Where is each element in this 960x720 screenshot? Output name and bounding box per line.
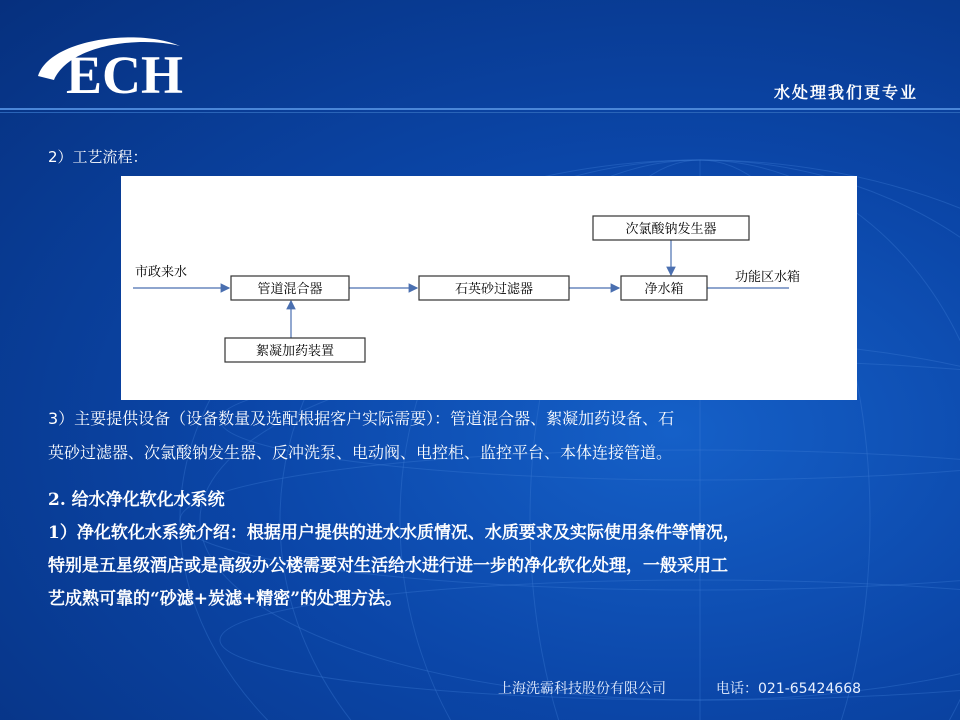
softening-title: 2. 给水净化软化水系统 — [48, 490, 225, 510]
equipment-line-2: 英砂过滤器、次氯酸钠发生器、反冲洗泵、电动阀、电控柜、监控平台、本体连接管道。 — [48, 443, 673, 462]
softening-section — [48, 484, 918, 616]
process-flow-diagram — [121, 176, 857, 400]
header-divider — [0, 108, 960, 110]
softening-line-1: 1）净化软化水系统介绍：根据用户提供的进水水质情况、水质要求及实际使用条件等情况， — [48, 523, 740, 543]
box-label-clean-tank: 净水箱 — [644, 282, 684, 297]
box-label-hypochlorite: 次氯酸钠发生器 — [625, 222, 717, 237]
label-municipal-water: 市政来水 — [135, 265, 188, 280]
softening-line-2: 特别是五星级酒店或是高级办公楼需要对生活给水进行进一步的净化软化处理，一般采用工 — [48, 556, 728, 576]
equipment-paragraph — [48, 406, 918, 466]
softening-line-3: 艺成熟可靠的“砂滤+炭滤+精密”的处理方法。 — [48, 589, 403, 609]
label-function-tank: 功能区水箱 — [735, 270, 801, 285]
footer-phone: 电话：021-65424668 — [716, 681, 862, 697]
footer-company: 上海洗霸科技股份有限公司 — [498, 681, 666, 697]
box-label-sand-filter: 石英砂过滤器 — [454, 282, 534, 297]
header-divider-thin — [0, 112, 960, 113]
ech-logo-text: ECH — [66, 45, 184, 105]
equipment-line-1: 3）主要提供设备（设备数量及选配根据客户实际需要）：管道混合器、絮凝加药设备、石 — [48, 409, 675, 428]
slogan: 水处理我们更专业 — [773, 83, 918, 102]
box-label-pipe-mixer: 管道混合器 — [257, 282, 323, 297]
process-heading: 2）工艺流程： — [48, 148, 148, 166]
box-label-dosing: 絮凝加药装置 — [255, 344, 335, 359]
